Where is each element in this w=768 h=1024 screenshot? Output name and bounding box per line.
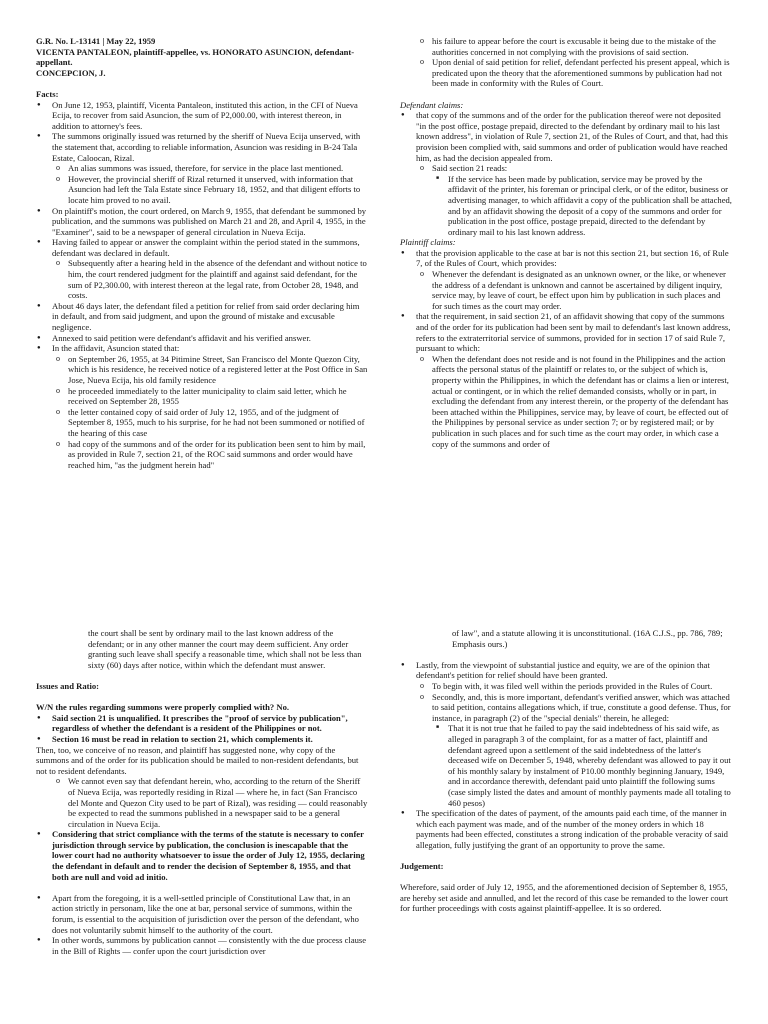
list-item: ● On plaintiff's motion, the court ordered, on March 9, 1955, that defendant be summoned by publication, and the summons was published on March 21 and 28, and April 4, 1955, in the "Examiner", said to be a newspaper of general circulation in Nueva Ecija. (36, 206, 368, 238)
list-item: o When the defendant does not reside and is not found in the Philippines and the action affects the personal status of the plaintiff or relates to, or the subject of which is, property within the Philippines, in which the defendant has or claims a lien or interest, actual or contingent, or in which the relief demanded consists, wholly or in part, in excluding the defendant from any interest therein, or the property of the defendant has been attached within the Philippines, service may, by leave of court, be effected out of the Philippines by personal service as under section 7; or by registered mail; or by publication in such places and for such time as the court may order, in which case a copy of the summons and order of (400, 354, 732, 449)
list-item: o To begin with, it was filed well within the periods provided in the Rules of Court. (400, 681, 732, 692)
page2-right-column (400, 628, 732, 914)
heading-issues-and-ratio: Issues and Ratio: (36, 680, 100, 691)
list-item: o Upon denial of said petition for relief, defendant perfected his present appeal, which is predicated upon the theory that the aforementioned summons by publication had not been made in conformity with the Rules of Court. (400, 57, 732, 89)
list-item: ● On June 12, 1953, plaintiff, Vicenta Pantaleon, instituted this action, in the CFI of Nueva Ecija, to recover from said Asuncion, the sum of P2,000.00, with interest thereon, in addition to attorney's fees. (36, 100, 368, 132)
list-item: ● that the provision applicable to the case at bar is not this section 21, but section 16, of Rule 7, of the Rules of Court, which provides: (400, 248, 732, 269)
issue-question: W/N the rules regarding summons were properly complied with? No. (36, 702, 290, 713)
list-item: ● The specification of the dates of payment, of the amounts paid each time, of the manner in which each payment was made, and of the number of the money orders in which 18 payments had been effected, constitutes a strong indication of the probable veracity of said allegation, fully justifying the grant of an opportunity to prove the same. (400, 808, 732, 850)
list-item: ● In other words, summons by publication cannot — consistently with the due process clause in the Bill of Rights — confer upon the court jurisdiction over (36, 935, 368, 956)
list-item: o We cannot even say that defendant herein, who, according to the return of the Sheriff of Nueva Ecija, was reportedly residing in Rizal — where he, in fact (San Francisco del Monte and Quezon City used to be part of Rizal), was residing — could reasonably be expected to read the summons published in a newspaper said to be a general circulation in Nueva Ecija. (36, 776, 368, 829)
list-item: ● The summons originally issued was returned by the sheriff of Nueva Ecija unserved, with the statement that, according to reliable information, Asuncion was residing in B-24 Tala Estate, Caloocan, Rizal. (36, 131, 368, 163)
list-item: o However, the provincial sheriff of Rizal returned it unserved, with information that Asuncion had left the Tala Estate since February 18, 1952, and that diligent efforts to locate him proved to no avail. (36, 174, 368, 206)
quoted-rule-continuation: the court shall be sent by ordinary mail to the last known address of the defendant; or in any other manner the court may deem sufficient. Any order granting such leave shall specify a reasonable time, which shall not be less than sixty (60) days after notice, within which the defendant must answer. (88, 628, 362, 670)
list-item: o Said section 21 reads: (400, 163, 732, 174)
list-item: ● Said section 21 is unqualified. It prescribes the "proof of service by publication", regardless of whether the defendant is a resident of the Philippines or not. (36, 713, 368, 734)
list-item: o An alias summons was issued, therefore, for service in the place last mentioned. (36, 163, 368, 174)
page1-left-column (36, 36, 368, 470)
document-page-2 (0, 512, 768, 1024)
heading-defendant-claims: Defendant claims: (400, 99, 464, 110)
heading-judgement: Judgement: (400, 861, 444, 872)
case-number: G.R. No. L-13141 | May 22, 1959 (36, 36, 156, 46)
ponente: CONCEPCION, J. (36, 67, 106, 78)
heading-facts: Facts: (36, 88, 59, 99)
paragraph: Then, too, we conceive of no reason, and plaintiff has suggested none, why copy of the summons and of the order for its publication should be mailed to non-resident defendants, but not to resident defendants. (36, 744, 359, 776)
judgement-paragraph: Wherefore, said order of July 12, 1955, and the aforementioned decision of September 8, 1955, are hereby set aside and annulled, and let the record of this case be remanded to the lower court for further proceedings with costs against plaintiff-appellee. It is so ordered. (400, 882, 729, 914)
page1-right-column (400, 36, 732, 449)
list-item: ● that the requirement, in said section 21, of an affidavit showing that copy of the summons and of the order for its publication had been sent by mail to defendant's last known address, refers to the extraterritorial service of summons, provided for in section 17 of said Rule 7, pursuant to which: (400, 311, 732, 353)
list-item: ● Lastly, from the viewpoint of substantial justice and equity, we are of the opinion that defendant's petition for relief should have been granted. (400, 660, 732, 681)
list-item: ● that copy of the summons and of the order for the publication thereof were not deposited "in the post office, postage prepaid, directed to the defendant by ordinary mail to his last known address", in violation of Rule 7, section 21, of the Rules of Court, and that, had this provision been complied with, said summons and order of publication would have reached him, as had the decision appealed from. (400, 110, 732, 163)
page2-left-column (36, 628, 368, 956)
list-item: o the letter contained copy of said order of July 12, 1955, and of the judgment of September 8, 1955, much to his surprise, for he had not been summoned or notified of the hearing of this case (36, 407, 368, 439)
list-item: ● In the affidavit, Asuncion stated that: (36, 343, 368, 354)
list-item: o Secondly, and, this is more important, defendant's verified answer, which was attached to said petition, contains allegations which, if true, constitute a good defense. Thus, for instance, in paragraph (2) of the "special denials" therein, he alleged: (400, 692, 732, 724)
list-item: ● Annexed to said petition were defendant's affidavit and his verified answer. (36, 333, 368, 344)
case-parties: VICENTA PANTALEON, plaintiff-appellee, vs. HONORATO ASUNCION, defendant-appellant. (36, 46, 355, 68)
list-item: ■ That it is not true that he failed to pay the said indebtedness of his said wife, as alleged in paragraph 3 of the complaint, for as a matter of fact, plaintiff and defendant agreed upon a settlement of the said indebtedness of the latter's deceased wife on December 5, 1948, whereby defendant was allowed to pay it out of his monthly salary by instalment of P10.00 monthly beginning January, 1949, and in accordance therewith, defendant paid unto plaintiff the following sums (case simply listed the dates and amount of monthly payments made all totaling to 460 pesos) (400, 723, 732, 808)
heading-plaintiff-claims: Plaintiff claims: (400, 237, 456, 248)
list-item: o his failure to appear before the court is excusable it being due to the mistake of the authorities concerned in not complying with the provisions of said section. (400, 36, 732, 57)
list-item: o Subsequently after a hearing held in the absence of the defendant and without notice to him, the court rendered judgment for the plaintiff and against said defendant, for the sum of P2,300.00, with interest thereon at the legal rate, from October 28, 1948, and costs. (36, 258, 368, 300)
list-item: ● Apart from the foregoing, it is a well-settled principle of Constitutional Law that, in an action strictly in personam, like the one at bar, personal service of summons, within the forum, is essential to the acquisition of jurisdiction over the person of the defendant, who does not voluntarily submit himself to the authority of the court. (36, 893, 368, 935)
list-item: o had copy of the summons and of the order for its publication been sent to him by mail, as provided in Rule 7, section 21, of the ROC said summons and order would have reached him, "as the judgment herein had" (36, 439, 368, 471)
list-item: ● Section 16 must be read in relation to section 21, which complements it. (36, 734, 368, 745)
citation-continuation: of law", and a statute allowing it is unconstitutional. (16A C.J.S., pp. 786, 789; Emphasis ours.) (452, 628, 723, 649)
list-item: ● Having failed to appear or answer the complaint within the period stated in the summons, defendant was declared in default. (36, 237, 368, 258)
list-item: o on September 26, 1955, at 34 Pitimine Street, San Francisco del Monte Quezon City, which is his residence, he received notice of a registered letter at the Post Office in San Jose, Nueva Ecija, his old family residence (36, 354, 368, 386)
list-item: o Whenever the defendant is designated as an unknown owner, or the like, or whenever the address of a defendant is unknown and cannot be ascertained by diligent inquiry, service may, by leave of court, be effect upon him by publication in such places and for such times as the court may order. (400, 269, 732, 311)
list-item: ■ If the service has been made by publication, service may be proved by the affidavit of the printer, his foreman or principal clerk, or of the editor, business or advertising manager, to which affidavit a copy of the publication shall be attached, and by an affidavit showing the deposit of a copy of the summons and order for publication in the post office, postage prepaid, directed to the defendant by ordinary mail to his last known address. (400, 174, 732, 238)
list-item: ● Considering that strict compliance with the terms of the statute is necessary to confer jurisdiction through service by publication, the conclusion is inescapable that the lower court had no authority whatsoever to issue the order of July 12, 1955, declaring the defendant in default and to render the decision of September 8, 1955, and that both are null and void ad initio. (36, 829, 368, 882)
list-item: ● About 46 days later, the defendant filed a petition for relief from said order declaring him in default, and from said judgment, and upon the ground of mistake and excusable negligence. (36, 301, 368, 333)
list-item: o he proceeded immediately to the latter municipality to claim said letter, which he received on September 28, 1955 (36, 386, 368, 407)
